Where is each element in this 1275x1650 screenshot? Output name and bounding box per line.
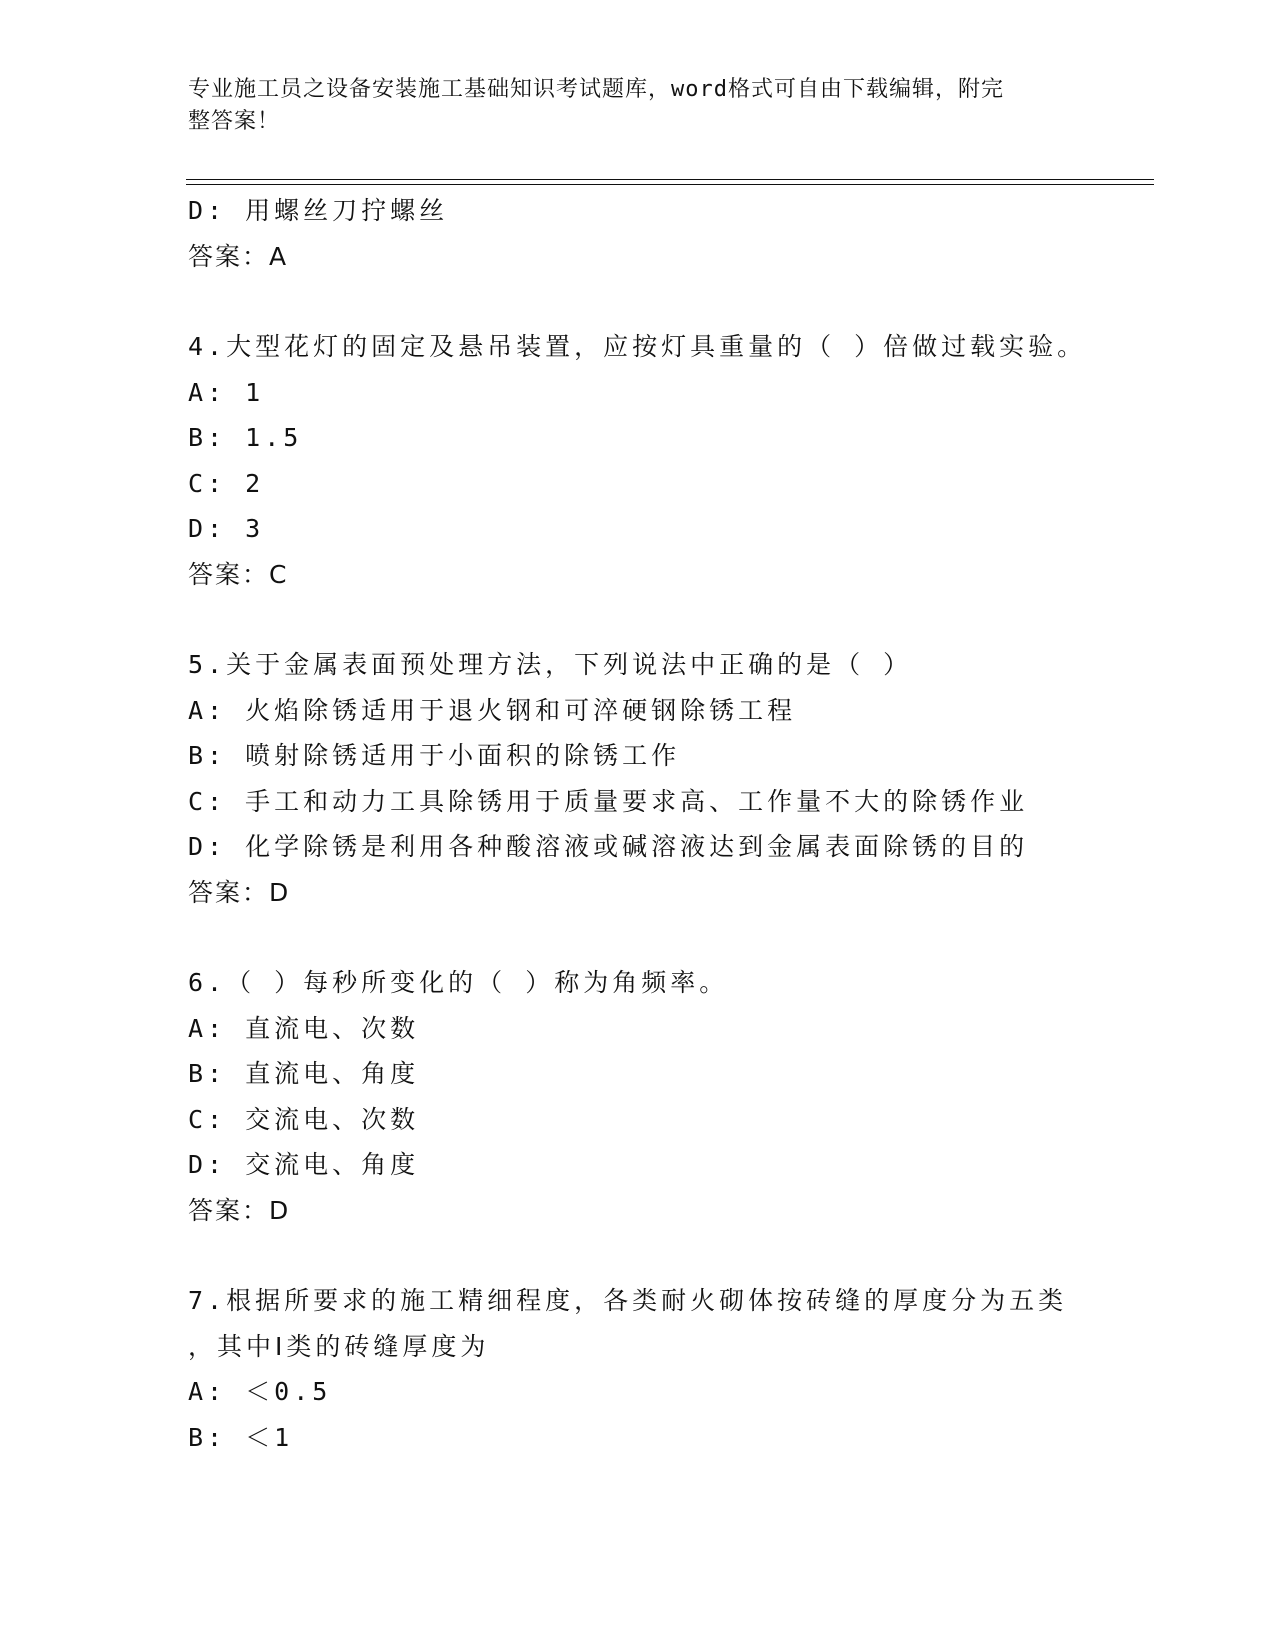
question-block [188,960,1148,1233]
document-header [188,74,1068,138]
question-stem: 6.（ ）每秒所变化的（ ）称为角频率。 [188,968,729,997]
option-d: D: 化学除锈是利用各种酸溶液或碱溶液达到金属表面除锈的目的 [188,832,1029,861]
option-d: D: 3 [188,514,265,543]
header-line-1: 专业施工员之设备安装施工基础知识考试题库，word格式可自由下载编辑，附完 [188,77,1004,102]
question-stem: 4.大型花灯的固定及悬吊装置，应按灯具重量的（ ）倍做过载实验。 [188,332,1087,361]
header-line-2: 整答案！ [188,109,281,134]
spacer [188,1233,1148,1278]
spacer [188,279,1148,324]
option-b: B: ＜1 [188,1422,294,1452]
spacer [188,915,1148,960]
option-d: D: 交流电、角度 [188,1150,420,1179]
question-stem: 5.关于金属表面预处理方法，下列说法中正确的是（ ） [188,650,913,679]
option-c: C: 手工和动力工具除锈用于质量要求高、工作量不大的除锈作业 [188,786,1029,816]
answer-line: 答案：D [188,877,291,907]
answer-line: 答案：D [188,1195,291,1225]
header-divider-top [186,179,1154,180]
option-b: B: 直流电、角度 [188,1059,420,1088]
option-a: A: ＜0.5 [188,1377,332,1406]
option-a: A: 1 [188,377,265,407]
option-c: C: 交流电、次数 [188,1104,420,1134]
answer-line: 答案：A [188,241,289,271]
option-b: B: 喷射除锈适用于小面积的除锈工作 [188,741,681,770]
option-c: C: 2 [188,468,265,498]
header-divider-bottom [186,184,1154,185]
question-stem: 7.根据所要求的施工精细程度，各类耐火砌体按砖缝的厚度分为五类 [188,1286,1068,1315]
option-b: B: 1.5 [188,423,303,452]
question-block [188,1278,1148,1460]
answer-line: 答案：C [188,559,289,589]
option-a: A: 直流电、次数 [188,1013,420,1043]
spacer [188,597,1148,642]
question-block [188,324,1148,597]
question-stem-continued: ，其中Ⅰ类的砖缝厚度为 [188,1331,490,1361]
option-d: D: 用螺丝刀拧螺丝 [188,196,449,225]
question-block [188,642,1148,915]
option-a: A: 火焰除锈适用于退火钢和可淬硬钢除锈工程 [188,695,797,725]
question-content [188,188,1148,1460]
